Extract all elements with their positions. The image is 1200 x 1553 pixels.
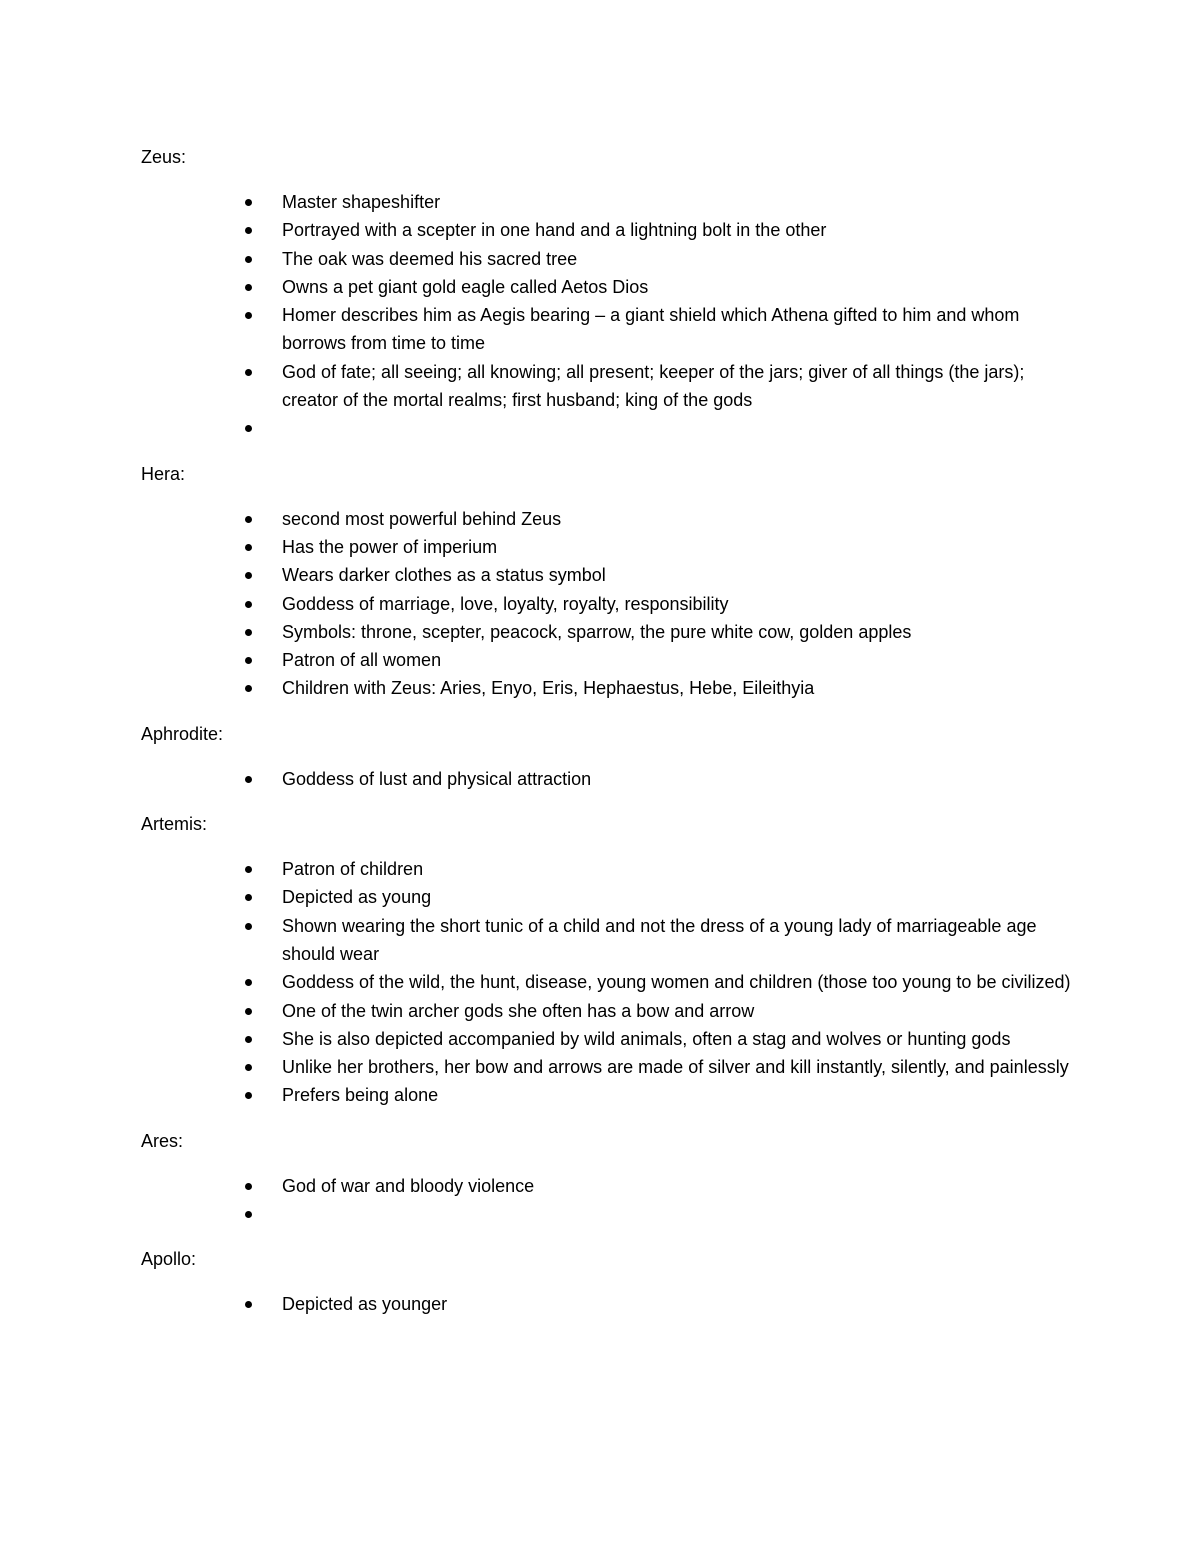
list-item	[141, 1200, 1071, 1228]
list-item-text: Has the power of imperium	[282, 536, 498, 557]
list-item	[141, 301, 1071, 358]
bullet-icon	[245, 776, 252, 783]
list-item	[141, 765, 1071, 793]
bullet-icon	[245, 227, 252, 234]
list-item-text: Owns a pet giant gold eagle called Aetos Dios	[282, 276, 649, 297]
bullet-icon	[245, 369, 252, 376]
list-item	[141, 505, 1071, 533]
section-heading: Apollo:	[141, 1249, 197, 1270]
list-item	[141, 1172, 1071, 1200]
list-item	[141, 414, 1071, 442]
list-item-text: The oak was deemed his sacred tree	[282, 248, 578, 269]
section-spacer	[141, 1228, 1071, 1245]
list-item	[141, 273, 1071, 301]
bullet-icon	[245, 629, 252, 636]
bullet-icon	[245, 1008, 252, 1015]
bullet-icon	[245, 1092, 252, 1099]
section-zeus	[141, 143, 1071, 460]
list-item-text: Unlike her brothers, her bow and arrows are made of silver and kill instantly, silently, and painlessly	[282, 1057, 1069, 1078]
list-item	[141, 188, 1071, 216]
bullet-icon	[245, 516, 252, 523]
bullet-list	[141, 855, 1071, 1110]
list-item	[141, 216, 1071, 244]
list-item-text: Patron of children	[282, 859, 424, 880]
list-item-text: Children with Zeus: Aries, Enyo, Eris, Hephaestus, Hebe, Eileithyia	[282, 678, 815, 699]
list-item-text: Depicted as younger	[282, 1294, 448, 1315]
bullet-icon	[245, 1036, 252, 1043]
section-spacer	[141, 1110, 1071, 1127]
bullet-icon	[245, 979, 252, 986]
bullet-icon	[245, 685, 252, 692]
list-item	[141, 533, 1071, 561]
bullet-icon	[245, 199, 252, 206]
section-artemis	[141, 810, 1071, 1127]
bullet-icon	[245, 657, 252, 664]
list-item-text: Depicted as young	[282, 887, 432, 908]
list-item-text: Prefers being alone	[282, 1085, 439, 1106]
list-item	[141, 912, 1071, 969]
list-item-text: She is also depicted accompanied by wild animals, often a stag and wolves or hunting gods	[282, 1028, 1011, 1049]
section-heading: Zeus:	[141, 147, 187, 167]
list-item-text: Symbols: throne, scepter, peacock, sparrow, the pure white cow, golden apples	[282, 621, 912, 642]
bullet-icon	[245, 425, 252, 432]
list-item-text: Homer describes him as Aegis bearing – a giant shield which Athena gifted to him and whom borrows from time to time	[282, 305, 1020, 354]
bullet-icon	[245, 1211, 252, 1218]
bullet-list	[141, 1290, 1071, 1318]
section-aphrodite	[141, 720, 1071, 810]
bullet-list	[141, 765, 1071, 793]
list-item-text: Portrayed with a scepter in one hand and a lightning bolt in the other	[282, 220, 827, 241]
section-ares	[141, 1127, 1071, 1246]
bullet-icon	[245, 572, 252, 579]
bullet-icon	[245, 1183, 252, 1190]
list-item	[141, 1081, 1071, 1109]
section-hera	[141, 460, 1071, 720]
bullet-list	[141, 1172, 1071, 1229]
list-item-text: Wears darker clothes as a status symbol	[282, 565, 606, 586]
list-item	[141, 997, 1071, 1025]
list-item-text: One of the twin archer gods she often has a bow and arrow	[282, 1000, 755, 1021]
list-item	[141, 1290, 1071, 1318]
list-item	[141, 855, 1071, 883]
list-item-text: Patron of all women	[282, 650, 442, 671]
list-item-text: Goddess of marriage, love, loyalty, royalty, responsibility	[282, 593, 729, 614]
bullet-icon	[245, 866, 252, 873]
list-item	[141, 883, 1071, 911]
section-spacer	[141, 1319, 1071, 1336]
list-item-text: Goddess of the wild, the hunt, disease, young women and children (those too young to be civilized)	[282, 972, 1071, 993]
bullet-icon	[245, 284, 252, 291]
document-body	[141, 143, 1071, 1336]
list-item	[141, 1053, 1071, 1081]
list-item-text: God of fate; all seeing; all knowing; all present; keeper of the jars; giver of all things (the jars); creator of the mortal realms; first husband; king of the gods	[282, 361, 1025, 411]
bullet-icon	[245, 544, 252, 551]
bullet-icon	[245, 923, 252, 930]
list-item	[141, 646, 1071, 674]
list-item	[141, 674, 1071, 702]
section-apollo	[141, 1245, 1071, 1335]
list-item-text: Goddess of lust and physical attraction	[282, 768, 592, 789]
bullet-icon	[245, 601, 252, 608]
list-item-text: second most powerful behind Zeus	[282, 508, 562, 529]
section-spacer	[141, 793, 1071, 810]
section-spacer	[141, 703, 1071, 720]
list-item-text: God of war and bloody violence	[282, 1175, 535, 1196]
section-heading: Aphrodite:	[141, 723, 224, 744]
bullet-list	[141, 505, 1071, 703]
list-item	[141, 1025, 1071, 1053]
list-item	[141, 590, 1071, 618]
list-item-text: Master shapeshifter	[282, 192, 441, 212]
list-item-text: Shown wearing the short tunic of a child and not the dress of a young lady of marriageable age should wear	[282, 915, 1037, 964]
bullet-icon	[245, 312, 252, 319]
list-item	[141, 358, 1071, 415]
list-item	[141, 245, 1071, 273]
bullet-icon	[245, 1064, 252, 1071]
bullet-icon	[245, 1301, 252, 1308]
list-item	[141, 968, 1071, 996]
section-heading: Ares:	[141, 1130, 184, 1151]
section-spacer	[141, 443, 1071, 460]
list-item	[141, 561, 1071, 589]
bullet-icon	[245, 256, 252, 263]
section-heading: Artemis:	[141, 814, 208, 835]
section-heading: Hera:	[141, 463, 186, 484]
bullet-list	[141, 188, 1071, 443]
bullet-icon	[245, 894, 252, 901]
list-item	[141, 618, 1071, 646]
